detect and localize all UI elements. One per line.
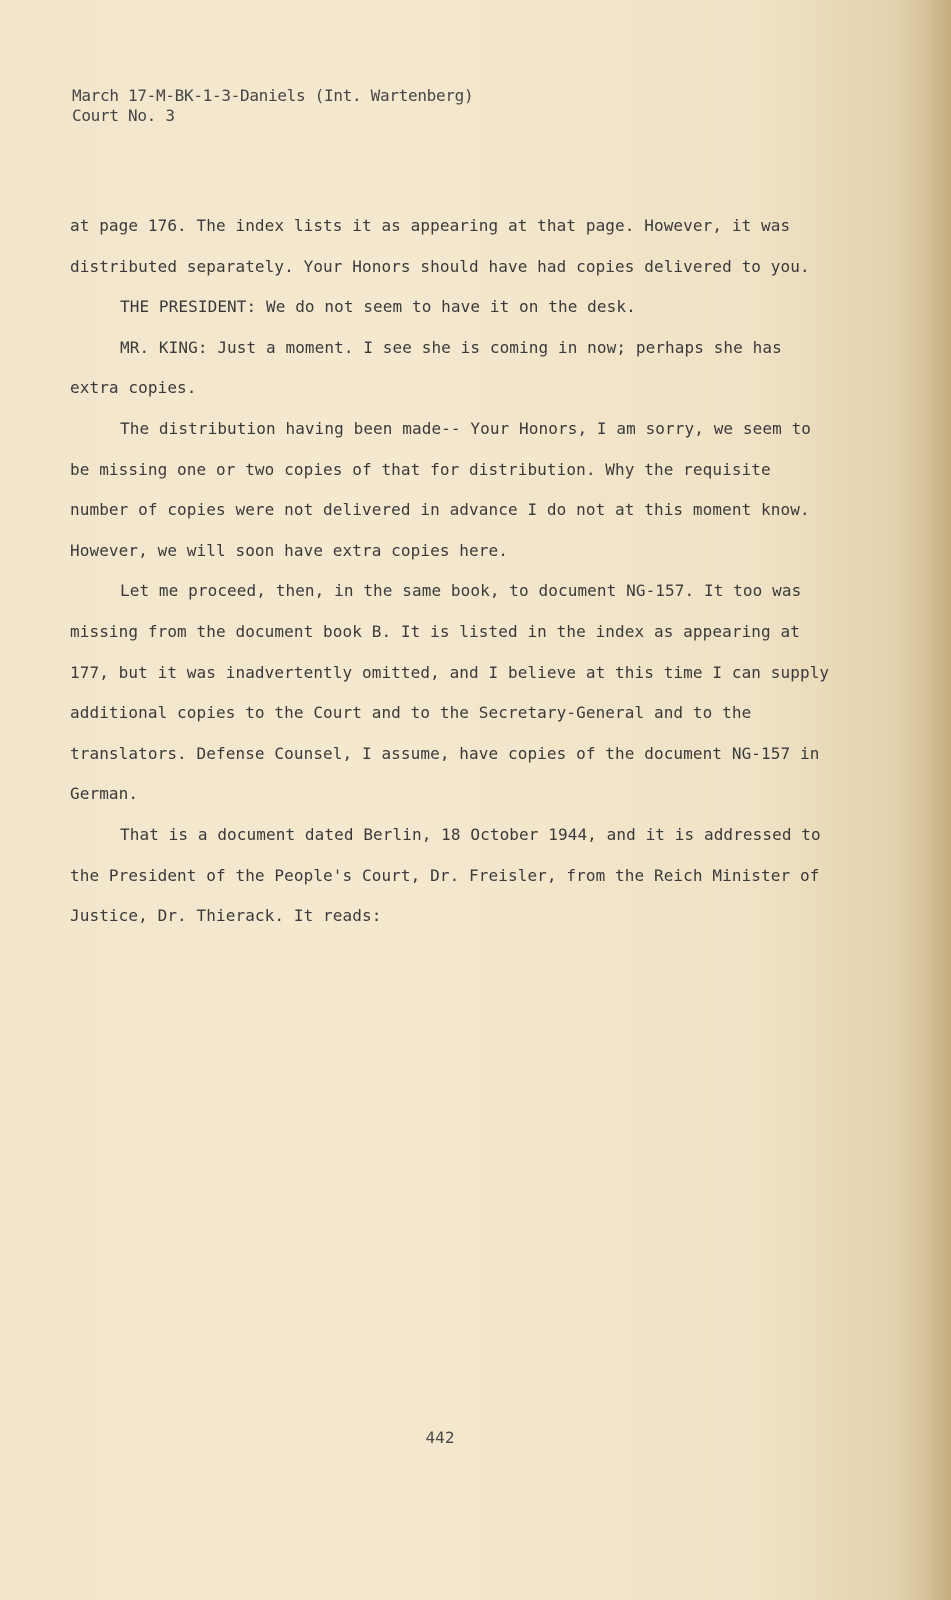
transcript-line: at page 176. The index lists it as appearing at that page. However, it was bbox=[70, 216, 791, 235]
transcript-line: 177, but it was inadvertently omitted, and I believe at this time I can supply bbox=[70, 662, 830, 682]
transcript-line: missing from the document book B. It is listed in the index as appearing at bbox=[70, 621, 800, 641]
transcript-line: additional copies to the Court and to the Secretary-General and to the bbox=[70, 703, 752, 723]
transcript-line: extra copies. bbox=[70, 378, 197, 398]
transcript-body bbox=[70, 206, 870, 937]
transcript-line: Let me proceed, then, in the same book, to document NG-157. It too was bbox=[120, 581, 802, 601]
document-header bbox=[72, 86, 473, 126]
header-court-line: Court No. 3 bbox=[72, 106, 175, 125]
page-number: 442 bbox=[425, 1428, 455, 1447]
transcript-line: distributed separately. Your Honors should have had copies delivered to you. bbox=[70, 256, 810, 276]
transcript-line: translators. Defense Counsel, I assume, have copies of the document NG-157 in bbox=[70, 743, 820, 763]
transcript-line: MR. KING: Just a moment. I see she is coming in now; perhaps she has bbox=[120, 337, 782, 357]
transcript-line: German. bbox=[70, 784, 139, 804]
transcript-line: be missing one or two copies of that for distribution. Why the requisite bbox=[70, 459, 771, 479]
transcript-line: The distribution having been made-- Your Honors, I am sorry, we seem to bbox=[120, 418, 812, 438]
transcript-line: number of copies were not delivered in advance I do not at this moment know. bbox=[70, 500, 810, 520]
transcript-line: That is a document dated Berlin, 18 October 1944, and it is addressed to bbox=[120, 824, 821, 844]
transcript-line: Justice, Dr. Thierack. It reads: bbox=[70, 906, 382, 926]
transcript-line: However, we will soon have extra copies here. bbox=[70, 540, 508, 560]
header-session-line: March 17-M-BK-1-3-Daniels (Int. Wartenberg) bbox=[72, 86, 474, 105]
transcript-line: THE PRESIDENT: We do not seem to have it on the desk. bbox=[120, 297, 636, 317]
transcript-line: the President of the People's Court, Dr. Freisler, from the Reich Minister of bbox=[70, 865, 820, 885]
